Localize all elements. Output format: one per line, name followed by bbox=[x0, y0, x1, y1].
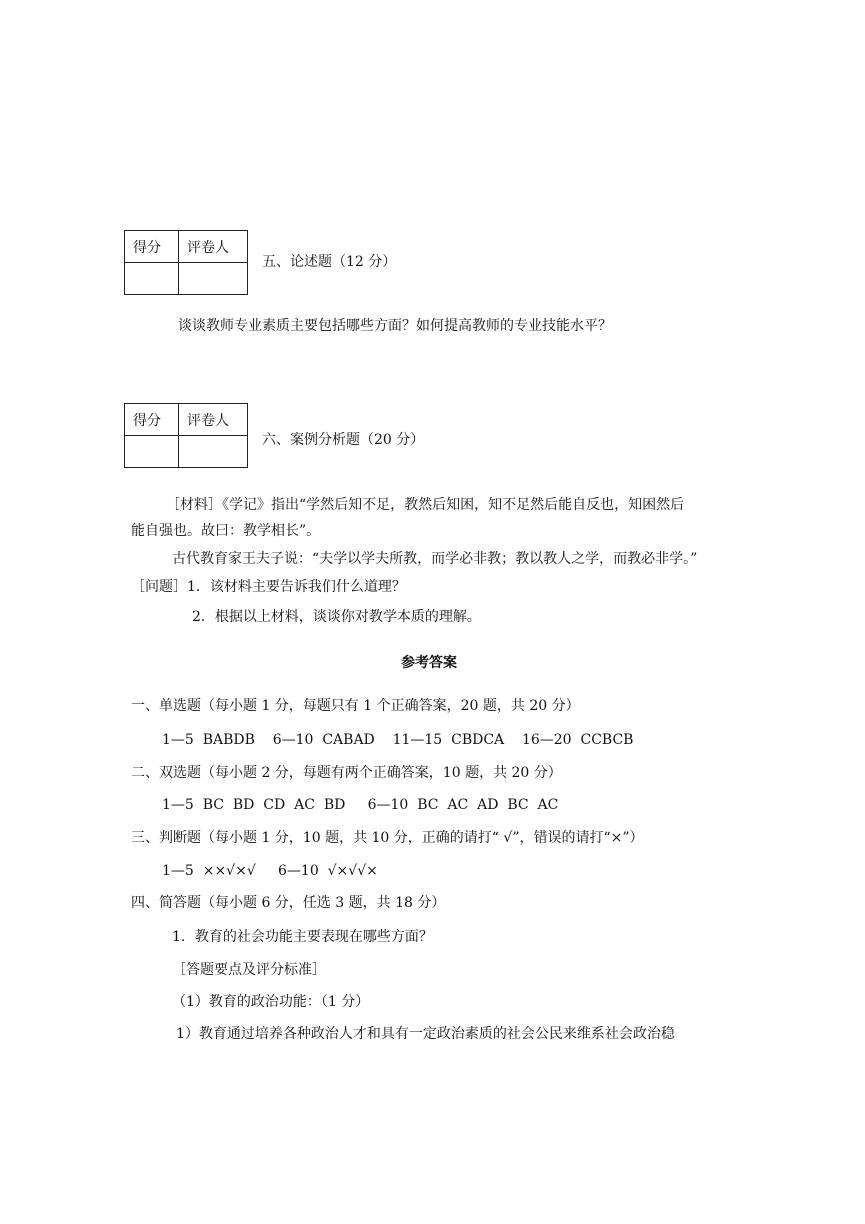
point-1: （1）教育的政治功能：（1 分） bbox=[172, 994, 370, 1010]
score-cell[interactable] bbox=[125, 263, 179, 295]
score-label: 得分 bbox=[125, 231, 179, 263]
question-1: ［问题］1．该材料主要告诉我们什么道理？ bbox=[131, 579, 406, 595]
criteria-label: ［答题要点及评分标准］ bbox=[172, 962, 326, 978]
question-2: 2．根据以上材料，谈谈你对教学本质的理解。 bbox=[192, 609, 481, 625]
part1-answers: 1—5 BABDB 6—10 CABAD 11—15 CBDCA 16—20 CCBCB bbox=[162, 732, 634, 748]
grader-cell[interactable] bbox=[179, 263, 248, 295]
answers-title: 参考答案 bbox=[401, 655, 457, 671]
section6-heading: 六、案例分析题（20 分） bbox=[262, 432, 425, 448]
score-label: 得分 bbox=[125, 404, 179, 436]
point-1-detail: 1）教育通过培养各种政治人才和具有一定政治素质的社会公民来维系社会政治稳 bbox=[176, 1026, 675, 1042]
score-table-section5 bbox=[124, 230, 248, 295]
section5-question: 谈谈教师专业素质主要包括哪些方面？如何提高教师的专业技能水平？ bbox=[178, 318, 612, 334]
part3-answers: 1—5 ××√×√ 6—10 √×√√× bbox=[162, 863, 378, 879]
score-cell[interactable] bbox=[125, 436, 179, 468]
grader-label: 评卷人 bbox=[179, 231, 248, 263]
material-line-3: 古代教育家王夫子说：“夫学以学夫所教，而学必非教；教以教人之学，而教必非学。” bbox=[172, 551, 698, 567]
section5-heading: 五、论述题（12 分） bbox=[262, 254, 397, 270]
grader-label: 评卷人 bbox=[179, 404, 248, 436]
grader-cell[interactable] bbox=[179, 436, 248, 468]
material-line-1: ［材料］《学记》指出“学然后知不足，教然后知困，知不足然后能自反也，知困然后 bbox=[166, 497, 685, 513]
material-line-2: 能自强也。故曰：教学相长”。 bbox=[131, 523, 321, 539]
part1-heading: 一、单选题（每小题 1 分，每题只有 1 个正确答案，20 题，共 20 分） bbox=[131, 698, 580, 714]
part2-answers: 1—5 BC BD CD AC BD 6—10 BC AC AD BC AC bbox=[162, 797, 559, 813]
part4-heading: 四、简答题（每小题 6 分，任选 3 题，共 18 分） bbox=[131, 895, 446, 911]
part3-heading: 三、判断题（每小题 1 分，10 题，共 10 分，正确的请打“ √”，错误的请打“×”） bbox=[131, 830, 644, 846]
score-table-section6 bbox=[124, 403, 248, 468]
part2-heading: 二、双选题（每小题 2 分，每题有两个正确答案，10 题，共 20 分） bbox=[131, 765, 562, 781]
short-answer-q1: 1．教育的社会功能主要表现在哪些方面？ bbox=[172, 929, 433, 945]
